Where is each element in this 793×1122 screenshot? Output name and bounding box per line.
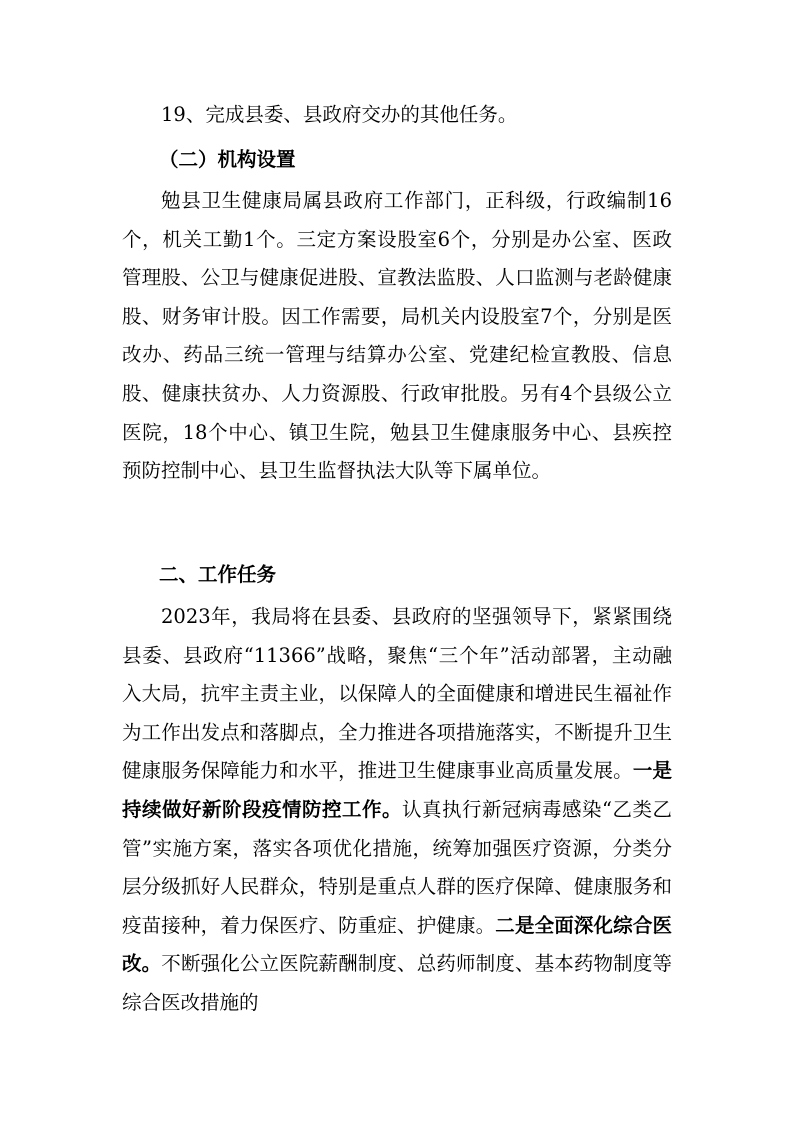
- tasks-intro-text: 2023年，我局将在县委、县政府的坚强领导下，紧紧围绕县委、县政府“11366”战略，聚焦“三个年”活动部署，主动融入大局，抗牢主责主业，以保障人的全面健康和增进民生福祉作为工作出发点和落脚点，全力推进各项措施落实，不断提升卫生健康服务保障能力和水平，推进卫生健康事业高质量发展。: [122, 605, 672, 783]
- paragraph-work-tasks: [122, 598, 672, 1023]
- task1-text: 认真执行新冠病毒感染“乙类乙管”实施方案，落实各项优化措施，统筹加强医疗资源，分类分层分级抓好人民群众，特别是重点人群的医疗保障、健康服务和疫苗接种，着力保医疗、防重症、护健康。: [122, 797, 672, 937]
- heading-organization: （二）机构设置: [159, 148, 296, 171]
- task2-text: 不断强化公立医院薪酬制度、总药师制度、基本药物制度等综合医改措施的: [122, 952, 672, 1014]
- paragraph-task-19: 19、完成县委、县政府交办的其他任务。: [161, 103, 518, 126]
- task2-title: 二是全面深化综合医改。: [122, 913, 672, 976]
- task1-title: 一是持续做好新阶段疫情防控工作。: [122, 759, 672, 821]
- paragraph-organization: 勉县卫生健康局属县政府工作部门，正科级，行政编制16个，机关工勤1个。三定方案设股室6个，分别是办公室、医政管理股、公卫与健康促进股、宣教法监股、人口监测与老龄健康股、财务审计股。因工作需要，局机关内设股室7个，分别是医改办、药品三统一管理与结算办公室、党建纪检宣教股、信息股、健康扶贫办、人力资源股、行政审批股。另有4个县级公立医院，18个中心、镇卫生院，勉县卫生健康服务中心、县疾控预防控制中心、县卫生监督执法大队等下属单位。: [122, 189, 672, 483]
- heading-work-tasks: 二、工作任务: [159, 563, 277, 586]
